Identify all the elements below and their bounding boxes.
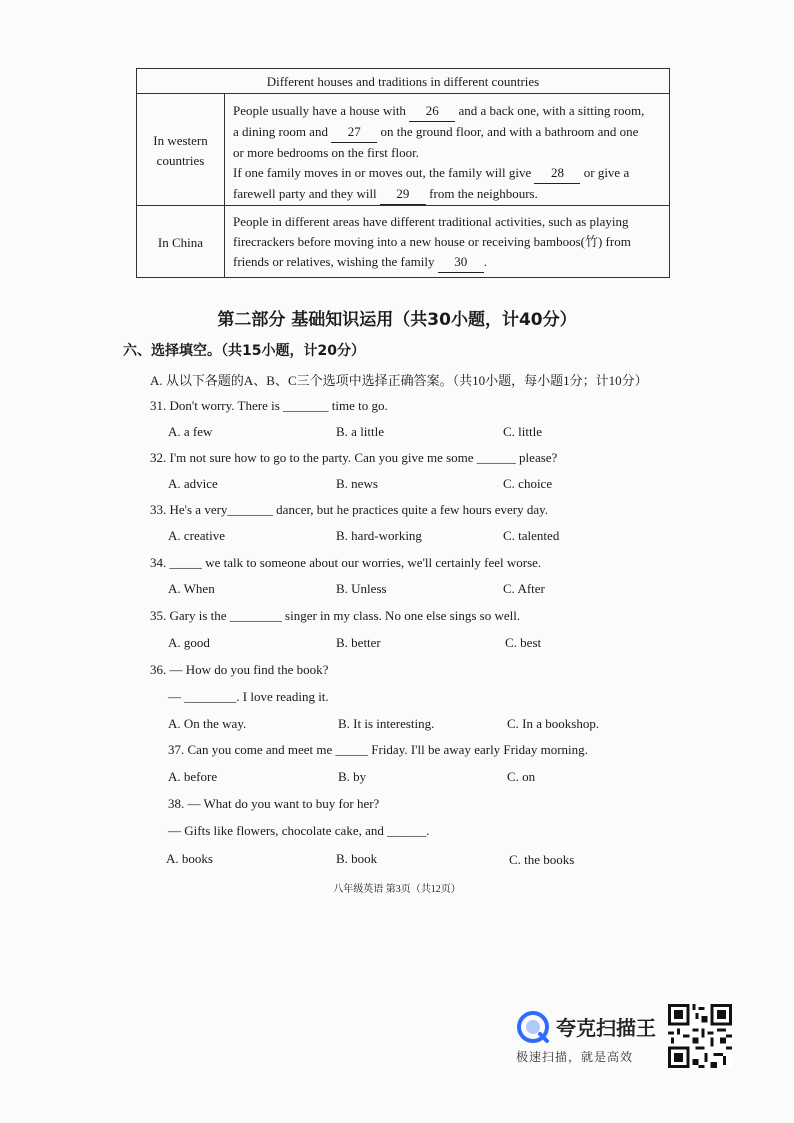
qr-code-icon (668, 1004, 732, 1068)
q32-option-b: B. news (336, 476, 378, 491)
row-label-western: In western countries (153, 133, 208, 168)
china-line-3: friends or relatives, wishing the family 30 . (233, 252, 663, 273)
q37-option-c: C. on (507, 769, 536, 784)
question-38: 38. — What do you want to buy for her? (168, 796, 380, 811)
table-header: Different houses and traditions in different countries (137, 69, 669, 94)
q31-option-c: C. little (503, 424, 542, 439)
q32-option-a: A. advice (168, 476, 218, 491)
scanner-brand-name: 夸克扫描王 (556, 1016, 656, 1040)
q33-option-b: B. hard-working (336, 528, 422, 543)
western-paragraph (233, 101, 663, 205)
question-33: 33. He's a very_______ dancer, but he practices quite a few hours every day. (150, 502, 549, 517)
q35-option-a: A. good (168, 635, 210, 650)
q36-option-c: C. In a bookshop. (507, 716, 600, 731)
question-38-reply: — Gifts like flowers, chocolate cake, and ______. (168, 823, 430, 838)
q33-option-a: A. creative (168, 528, 226, 543)
question-36: 36. — How do you find the book? (150, 662, 329, 677)
western-line-2: a dining room and 27 on the ground floor, and with a bathroom and one (233, 122, 663, 143)
blank-26: 26 (409, 101, 455, 122)
q38-option-a: A. books (166, 851, 213, 866)
q32-option-c: C. choice (503, 476, 553, 491)
china-paragraph (233, 212, 663, 273)
scanner-logo-icon (516, 1010, 550, 1044)
western-line-1: People usually have a house with 26 and a back one, with a sitting room, (233, 101, 663, 122)
table-column-divider (224, 94, 225, 278)
q37-option-a: A. before (168, 769, 218, 784)
question-36-reply: — ________. I love reading it. (168, 689, 329, 704)
row-label-china: In China (157, 235, 204, 250)
q38-option-b: B. book (336, 851, 378, 866)
blank-28: 28 (534, 163, 580, 184)
q33-option-c: C. talented (503, 528, 560, 543)
western-line-5: farewell party and they will 29 from the neighbours. (233, 184, 663, 205)
question-32: 32. I'm not sure how to go to the party. Can you give me some ______ please? (150, 450, 558, 465)
section-instruction: A. 从以下各题的A、B、C三个选项中选择正确答案。（共10小题，每小题1分；计10分） (150, 373, 648, 388)
blank-27: 27 (331, 122, 377, 143)
question-35: 35. Gary is the ________ singer in my class. No one else sings so well. (150, 608, 521, 623)
part-two-title: 第二部分 基础知识运用（共30小题，计40分） (217, 310, 577, 330)
china-line-1: People in different areas have different traditional activities, such as playing (233, 214, 629, 229)
q36-option-b: B. It is interesting. (338, 716, 435, 731)
q37-option-b: B. by (338, 769, 367, 784)
q35-option-c: C. best (505, 635, 542, 650)
q34-option-c: C. After (503, 581, 545, 596)
scanner-brand-tagline: 极速扫描，就是高效 (516, 1050, 634, 1064)
china-line-2: firecrackers before moving into a new house or receiving bamboos(竹) from (233, 234, 631, 249)
q36-option-a: A. On the way. (168, 716, 247, 731)
q34-option-a: A. When (168, 581, 215, 596)
question-34: 34. _____ we talk to someone about our worries, we'll certainly feel worse. (150, 555, 542, 570)
table-row-divider (137, 205, 669, 206)
q31-option-a: A. a few (168, 424, 213, 439)
q38-option-c: C. the books (509, 852, 575, 867)
blank-29: 29 (380, 184, 426, 205)
q35-option-b: B. better (336, 635, 381, 650)
q31-option-b: B. a little (336, 424, 385, 439)
page-footer: 八年级英语 第3页（共12页） (333, 884, 461, 895)
western-line-3: or more bedrooms on the first floor. (233, 145, 419, 160)
blank-30: 30 (438, 252, 484, 273)
question-37: 37. Can you come and meet me _____ Friday. I'll be away early Friday morning. (168, 742, 588, 757)
traditions-table (136, 68, 670, 278)
section-six-title: 六、选择填空。（共15小题，计20分） (123, 343, 365, 359)
question-31: 31. Don't worry. There is _______ time to go. (150, 398, 388, 413)
q34-option-b: B. Unless (336, 581, 387, 596)
western-line-4: If one family moves in or moves out, the family will give 28 or give a (233, 163, 663, 184)
